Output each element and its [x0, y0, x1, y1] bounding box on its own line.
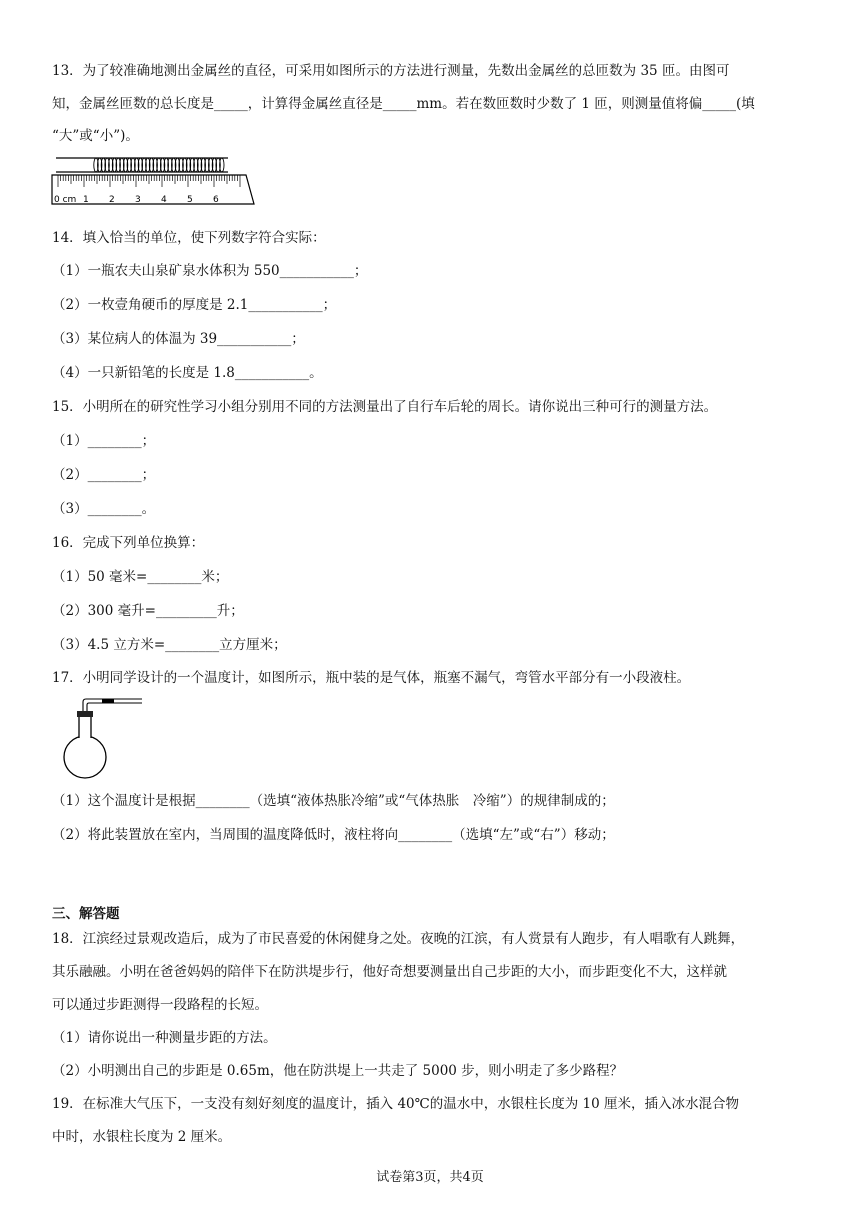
- q15-item-1: （1）________；: [52, 433, 156, 449]
- q16-item-1: （1）50 毫米=________米；: [52, 569, 229, 585]
- ruler-label-4: 4: [161, 195, 167, 205]
- q14-stem: 14．填入恰当的单位，使下列数字符合实际：: [52, 230, 326, 246]
- q13-line-1: 13．为了较准确地测出金属丝的直径，可采用如图所示的方法进行测量，先数出金属丝的总匝数为 35 匝。由图可: [52, 63, 730, 79]
- ruler-label-3: 3: [135, 195, 141, 205]
- q17-item-2: （2）将此装置放在室内，当周围的温度降低时，液柱将向________（选填“左”或“右”）移动；: [52, 827, 615, 843]
- section-heading: 三、解答题: [52, 906, 120, 922]
- q19-line-2: 中时，水银柱长度为 2 厘米。: [52, 1129, 232, 1145]
- ruler-label-1: 1: [83, 195, 89, 205]
- q15-stem: 15．小明所在的研究性学习小组分别用不同的方法测量出了自行车后轮的周长。请你说出三种可行的测量方法。: [52, 399, 718, 415]
- ruler-label-2: 2: [109, 195, 115, 205]
- q18-line-3: 可以通过步距测得一段路程的长短。: [52, 997, 268, 1013]
- q19-line-1: 19．在标准大气压下，一支没有刻好刻度的温度计，插入 40℃的温水中，水银柱长度为 10 厘米，插入冰水混合物: [52, 1096, 740, 1112]
- q14-item-2: （2）一枚壹角硬币的厚度是 2.1___________；: [52, 297, 337, 313]
- q14-item-4: （4）一只新铅笔的长度是 1.8___________。: [52, 365, 323, 381]
- q14-item-3: （3）某位病人的体温为 39___________；: [52, 331, 305, 347]
- ruler-label-6: 6: [213, 195, 219, 205]
- q15-item-3: （3）________。: [52, 501, 156, 517]
- ruler-label-5: 5: [187, 195, 193, 205]
- q13-line-2: 知，金属丝匝数的总长度是_____，计算得金属丝直径是_____mm。若在数匝数时少数了 1 匝，则测量值将偏_____(填: [52, 96, 755, 112]
- ruler-coil-figure: [50, 152, 260, 208]
- q13-line-3: “大”或“小”)。: [52, 128, 139, 144]
- q18-item-2: （2）小明测出自己的步距是 0.65m，他在防洪堤上一共走了 5000 步，则小明走了多少路程？: [52, 1063, 624, 1079]
- q16-item-2: （2）300 毫升=_________升；: [52, 603, 244, 619]
- q17-stem: 17．小明同学设计的一个温度计，如图所示，瓶中装的是气体，瓶塞不漏气，弯管水平部分有一小段液柱。: [52, 670, 691, 686]
- q16-item-3: （3）4.5 立方米=________立方厘米；: [52, 637, 287, 653]
- q17-item-1: （1）这个温度计是根据________（选填“液体热胀冷缩”或“气体热胀 冷缩”）的规律制成的；: [52, 793, 615, 809]
- ruler-label-0: 0 cm: [54, 195, 77, 205]
- q15-item-2: （2）________；: [52, 467, 156, 483]
- q16-stem: 16．完成下列单位换算：: [52, 535, 205, 551]
- q18-line-1: 18．江滨经过景观改造后，成为了市民喜爱的休闲健身之处。夜晚的江滨，有人赏景有人跑步，有人唱歌有人跳舞，: [52, 931, 745, 947]
- q14-item-1: （1）一瓶农夫山泉矿泉水体积为 550___________；: [52, 263, 368, 279]
- page-footer: 试卷第3页，共4页: [376, 1170, 484, 1185]
- q18-item-1: （1）请你说出一种测量步距的方法。: [52, 1030, 277, 1046]
- q18-line-2: 其乐融融。小明在爸爸妈妈的陪伴下在防洪堤步行，他好奇想要测量出自己步距的大小，而步距变化不大，这样就: [52, 964, 727, 980]
- flask-thermometer-figure: [62, 697, 152, 783]
